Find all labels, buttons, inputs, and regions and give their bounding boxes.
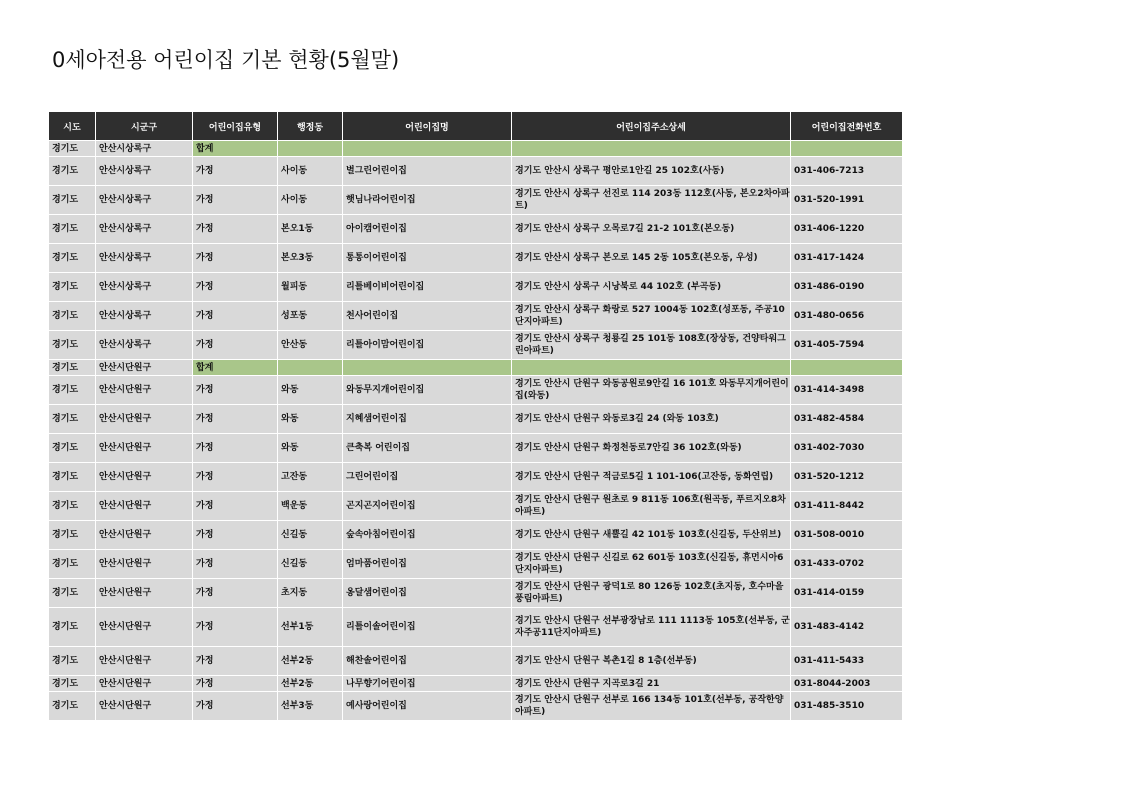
table-row [49, 331, 902, 359]
cell-sido: 경기도 [49, 492, 95, 520]
cell-sido: 경기도 [49, 186, 95, 214]
cell-name: 와동무지개어린이집 [343, 376, 511, 404]
cell-sido: 경기도 [49, 244, 95, 272]
cell-address: 경기도 안산시 단원구 광덕1로 80 126동 102호(초지동, 호수마을풍림아파트) [512, 579, 790, 607]
cell-phone: 031-433-0702 [791, 550, 902, 578]
table-total-row [49, 360, 902, 375]
cell-address: 경기도 안산시 단원구 와동로3길 24 (와동 103호) [512, 405, 790, 433]
cell-dong: 선부2동 [278, 647, 342, 675]
cell-type: 합계 [193, 360, 277, 375]
cell-sido: 경기도 [49, 608, 95, 646]
cell-type: 가정 [193, 186, 277, 214]
cell-sido: 경기도 [49, 331, 95, 359]
table-row [49, 608, 902, 646]
cell-sigungu: 안산시상록구 [96, 302, 192, 330]
cell-sido: 경기도 [49, 692, 95, 720]
cell-address: 경기도 안산시 단원구 와동공원로9안길 16 101호 와동무지개어린이집(와동) [512, 376, 790, 404]
cell-name: 리틀아이맘어린이집 [343, 331, 511, 359]
cell-type: 가정 [193, 647, 277, 675]
cell-dong: 사이동 [278, 157, 342, 185]
cell-address: 경기도 안산시 단원구 복촌1길 8 1층(선부동) [512, 647, 790, 675]
cell-address: 경기도 안산시 단원구 적금로5길 1 101-106(고잔동, 동화연립) [512, 463, 790, 491]
cell-type: 가정 [193, 608, 277, 646]
cell-dong: 와동 [278, 434, 342, 462]
table-row [49, 579, 902, 607]
cell-sigungu: 안산시단원구 [96, 676, 192, 691]
cell-name: 리틀이솔어린이집 [343, 608, 511, 646]
table-row [49, 215, 902, 243]
col-header-dong: 행정동 [278, 112, 342, 140]
cell-type: 가정 [193, 215, 277, 243]
col-header-type: 어린이집유형 [193, 112, 277, 140]
cell-sigungu: 안산시단원구 [96, 647, 192, 675]
cell-address: 경기도 안산시 단원구 화정천동로7안길 36 102호(와동) [512, 434, 790, 462]
cell-sigungu: 안산시상록구 [96, 141, 192, 156]
col-header-sido: 시도 [49, 112, 95, 140]
cell-phone: 031-486-0190 [791, 273, 902, 301]
cell-address: 경기도 안산시 단원구 신길로 62 601동 103호(신길동, 휴먼시아6단지아파트) [512, 550, 790, 578]
cell-sido: 경기도 [49, 405, 95, 433]
cell-sido: 경기도 [49, 302, 95, 330]
cell-sigungu: 안산시상록구 [96, 244, 192, 272]
cell-phone: 031-8044-2003 [791, 676, 902, 691]
cell-phone: 031-402-7030 [791, 434, 902, 462]
cell-address: 경기도 안산시 상록구 화랑로 527 1004동 102호(성포동, 주공10단지아파트) [512, 302, 790, 330]
cell-name: 곤지곤지어린이집 [343, 492, 511, 520]
cell-name: 지혜샘어린이집 [343, 405, 511, 433]
cell-sigungu: 안산시단원구 [96, 550, 192, 578]
cell-sido: 경기도 [49, 676, 95, 691]
cell-type: 가정 [193, 376, 277, 404]
cell-phone [791, 360, 902, 375]
cell-dong: 사이동 [278, 186, 342, 214]
cell-dong: 성포동 [278, 302, 342, 330]
cell-name: 그린어린이집 [343, 463, 511, 491]
table-row [49, 244, 902, 272]
cell-phone [791, 141, 902, 156]
cell-sigungu: 안산시단원구 [96, 463, 192, 491]
cell-phone: 031-483-4142 [791, 608, 902, 646]
table-row [49, 676, 902, 691]
cell-name: 옹달샘어린이집 [343, 579, 511, 607]
cell-sigungu: 안산시상록구 [96, 331, 192, 359]
cell-phone: 031-508-0010 [791, 521, 902, 549]
col-header-name: 어린이집명 [343, 112, 511, 140]
table-row [49, 521, 902, 549]
cell-type: 가정 [193, 331, 277, 359]
cell-phone: 031-411-5433 [791, 647, 902, 675]
daycare-table [48, 111, 903, 721]
cell-sido: 경기도 [49, 579, 95, 607]
cell-dong: 와동 [278, 405, 342, 433]
cell-type: 가정 [193, 463, 277, 491]
cell-name [343, 141, 511, 156]
table-total-row [49, 141, 902, 156]
cell-sido: 경기도 [49, 521, 95, 549]
cell-dong: 와동 [278, 376, 342, 404]
cell-dong: 고잔동 [278, 463, 342, 491]
cell-name [343, 360, 511, 375]
cell-phone: 031-414-0159 [791, 579, 902, 607]
cell-name: 숲속아침어린이집 [343, 521, 511, 549]
cell-sido: 경기도 [49, 550, 95, 578]
cell-dong: 신길동 [278, 550, 342, 578]
cell-dong: 선부3동 [278, 692, 342, 720]
cell-sigungu: 안산시단원구 [96, 492, 192, 520]
cell-sigungu: 안산시단원구 [96, 405, 192, 433]
cell-sido: 경기도 [49, 141, 95, 156]
table-body [49, 141, 902, 720]
cell-name: 햇님나라어린이집 [343, 186, 511, 214]
cell-dong: 선부2동 [278, 676, 342, 691]
cell-sigungu: 안산시단원구 [96, 360, 192, 375]
cell-type: 가정 [193, 676, 277, 691]
cell-dong: 월피동 [278, 273, 342, 301]
cell-sigungu: 안산시상록구 [96, 186, 192, 214]
cell-sido: 경기도 [49, 273, 95, 301]
cell-phone: 031-406-1220 [791, 215, 902, 243]
cell-phone: 031-414-3498 [791, 376, 902, 404]
cell-name: 통통이어린이집 [343, 244, 511, 272]
cell-type: 가정 [193, 492, 277, 520]
cell-address: 경기도 안산시 상록구 평안로1안길 25 102호(사동) [512, 157, 790, 185]
cell-address: 경기도 안산시 단원구 원초로 9 811동 106호(원곡동, 푸르지오8차아파트) [512, 492, 790, 520]
cell-type: 가정 [193, 273, 277, 301]
cell-sigungu: 안산시단원구 [96, 692, 192, 720]
cell-sido: 경기도 [49, 215, 95, 243]
cell-sido: 경기도 [49, 434, 95, 462]
cell-phone: 031-417-1424 [791, 244, 902, 272]
cell-name: 천사어린이집 [343, 302, 511, 330]
cell-sigungu: 안산시상록구 [96, 273, 192, 301]
col-header-address: 어린이집주소상세 [512, 112, 790, 140]
cell-dong: 백운동 [278, 492, 342, 520]
cell-sido: 경기도 [49, 647, 95, 675]
cell-dong [278, 141, 342, 156]
cell-type: 가정 [193, 692, 277, 720]
cell-dong: 안산동 [278, 331, 342, 359]
cell-sigungu: 안산시단원구 [96, 434, 192, 462]
cell-sido: 경기도 [49, 157, 95, 185]
cell-name: 별그린어린이집 [343, 157, 511, 185]
cell-sido: 경기도 [49, 360, 95, 375]
cell-address: 경기도 안산시 상록구 오목로7길 21-2 101호(본오동) [512, 215, 790, 243]
cell-dong: 초지동 [278, 579, 342, 607]
cell-address: 경기도 안산시 상록구 청룡길 25 101동 108호(장상동, 건양타워그린아파트) [512, 331, 790, 359]
cell-sigungu: 안산시단원구 [96, 579, 192, 607]
cell-type: 가정 [193, 579, 277, 607]
cell-sigungu: 안산시단원구 [96, 521, 192, 549]
cell-sigungu: 안산시상록구 [96, 157, 192, 185]
cell-type: 가정 [193, 302, 277, 330]
cell-sido: 경기도 [49, 463, 95, 491]
table-row [49, 647, 902, 675]
cell-type: 가정 [193, 405, 277, 433]
cell-phone: 031-411-8442 [791, 492, 902, 520]
cell-name: 아이캠어린이집 [343, 215, 511, 243]
cell-name: 큰축복 어린이집 [343, 434, 511, 462]
cell-type: 가정 [193, 521, 277, 549]
cell-address [512, 360, 790, 375]
cell-dong: 신길동 [278, 521, 342, 549]
cell-phone: 031-480-0656 [791, 302, 902, 330]
cell-dong: 본오3동 [278, 244, 342, 272]
cell-address: 경기도 안산시 상록구 본오로 145 2동 105호(본오동, 우성) [512, 244, 790, 272]
table-row [49, 550, 902, 578]
cell-type: 합계 [193, 141, 277, 156]
cell-phone: 031-406-7213 [791, 157, 902, 185]
cell-sido: 경기도 [49, 376, 95, 404]
col-header-phone: 어린이집전화번호 [791, 112, 902, 140]
cell-type: 가정 [193, 157, 277, 185]
cell-sigungu: 안산시상록구 [96, 215, 192, 243]
table-row [49, 463, 902, 491]
table-row [49, 434, 902, 462]
cell-phone: 031-482-4584 [791, 405, 902, 433]
cell-address: 경기도 안산시 단원구 선부로 166 134동 101호(선부동, 공작한양아파트) [512, 692, 790, 720]
cell-phone: 031-520-1991 [791, 186, 902, 214]
table-row [49, 302, 902, 330]
cell-name: 리틀베이비어린이집 [343, 273, 511, 301]
col-header-sigungu: 시군구 [96, 112, 192, 140]
cell-dong: 본오1동 [278, 215, 342, 243]
cell-sigungu: 안산시단원구 [96, 376, 192, 404]
cell-address: 경기도 안산시 단원구 새뿔길 42 101동 103호(신길동, 두산위브) [512, 521, 790, 549]
page-title: 0세아전용 어린이집 기본 현황(5월말) [52, 48, 400, 72]
cell-address: 경기도 안산시 상록구 선진로 114 203동 112호(사동, 본오2차아파트) [512, 186, 790, 214]
cell-address: 경기도 안산시 단원구 지곡로3길 21 [512, 676, 790, 691]
cell-address: 경기도 안산시 단원구 선부광장남로 111 1113동 105호(선부동, 군자주공11단지아파트) [512, 608, 790, 646]
table-row [49, 376, 902, 404]
cell-type: 가정 [193, 434, 277, 462]
cell-name: 예사랑어린이집 [343, 692, 511, 720]
table-row [49, 157, 902, 185]
table-header-row [49, 112, 902, 140]
table-row [49, 692, 902, 720]
table-row [49, 273, 902, 301]
cell-name: 엄마품어린이집 [343, 550, 511, 578]
table-row [49, 405, 902, 433]
cell-name: 해찬솔어린이집 [343, 647, 511, 675]
cell-type: 가정 [193, 244, 277, 272]
cell-dong: 선부1동 [278, 608, 342, 646]
cell-dong [278, 360, 342, 375]
cell-address [512, 141, 790, 156]
table-row [49, 492, 902, 520]
cell-type: 가정 [193, 550, 277, 578]
cell-phone: 031-520-1212 [791, 463, 902, 491]
cell-address: 경기도 안산시 상록구 시낭북로 44 102호 (부곡동) [512, 273, 790, 301]
cell-name: 나무향기어린이집 [343, 676, 511, 691]
cell-phone: 031-485-3510 [791, 692, 902, 720]
cell-phone: 031-405-7594 [791, 331, 902, 359]
table-row [49, 186, 902, 214]
cell-sigungu: 안산시단원구 [96, 608, 192, 646]
